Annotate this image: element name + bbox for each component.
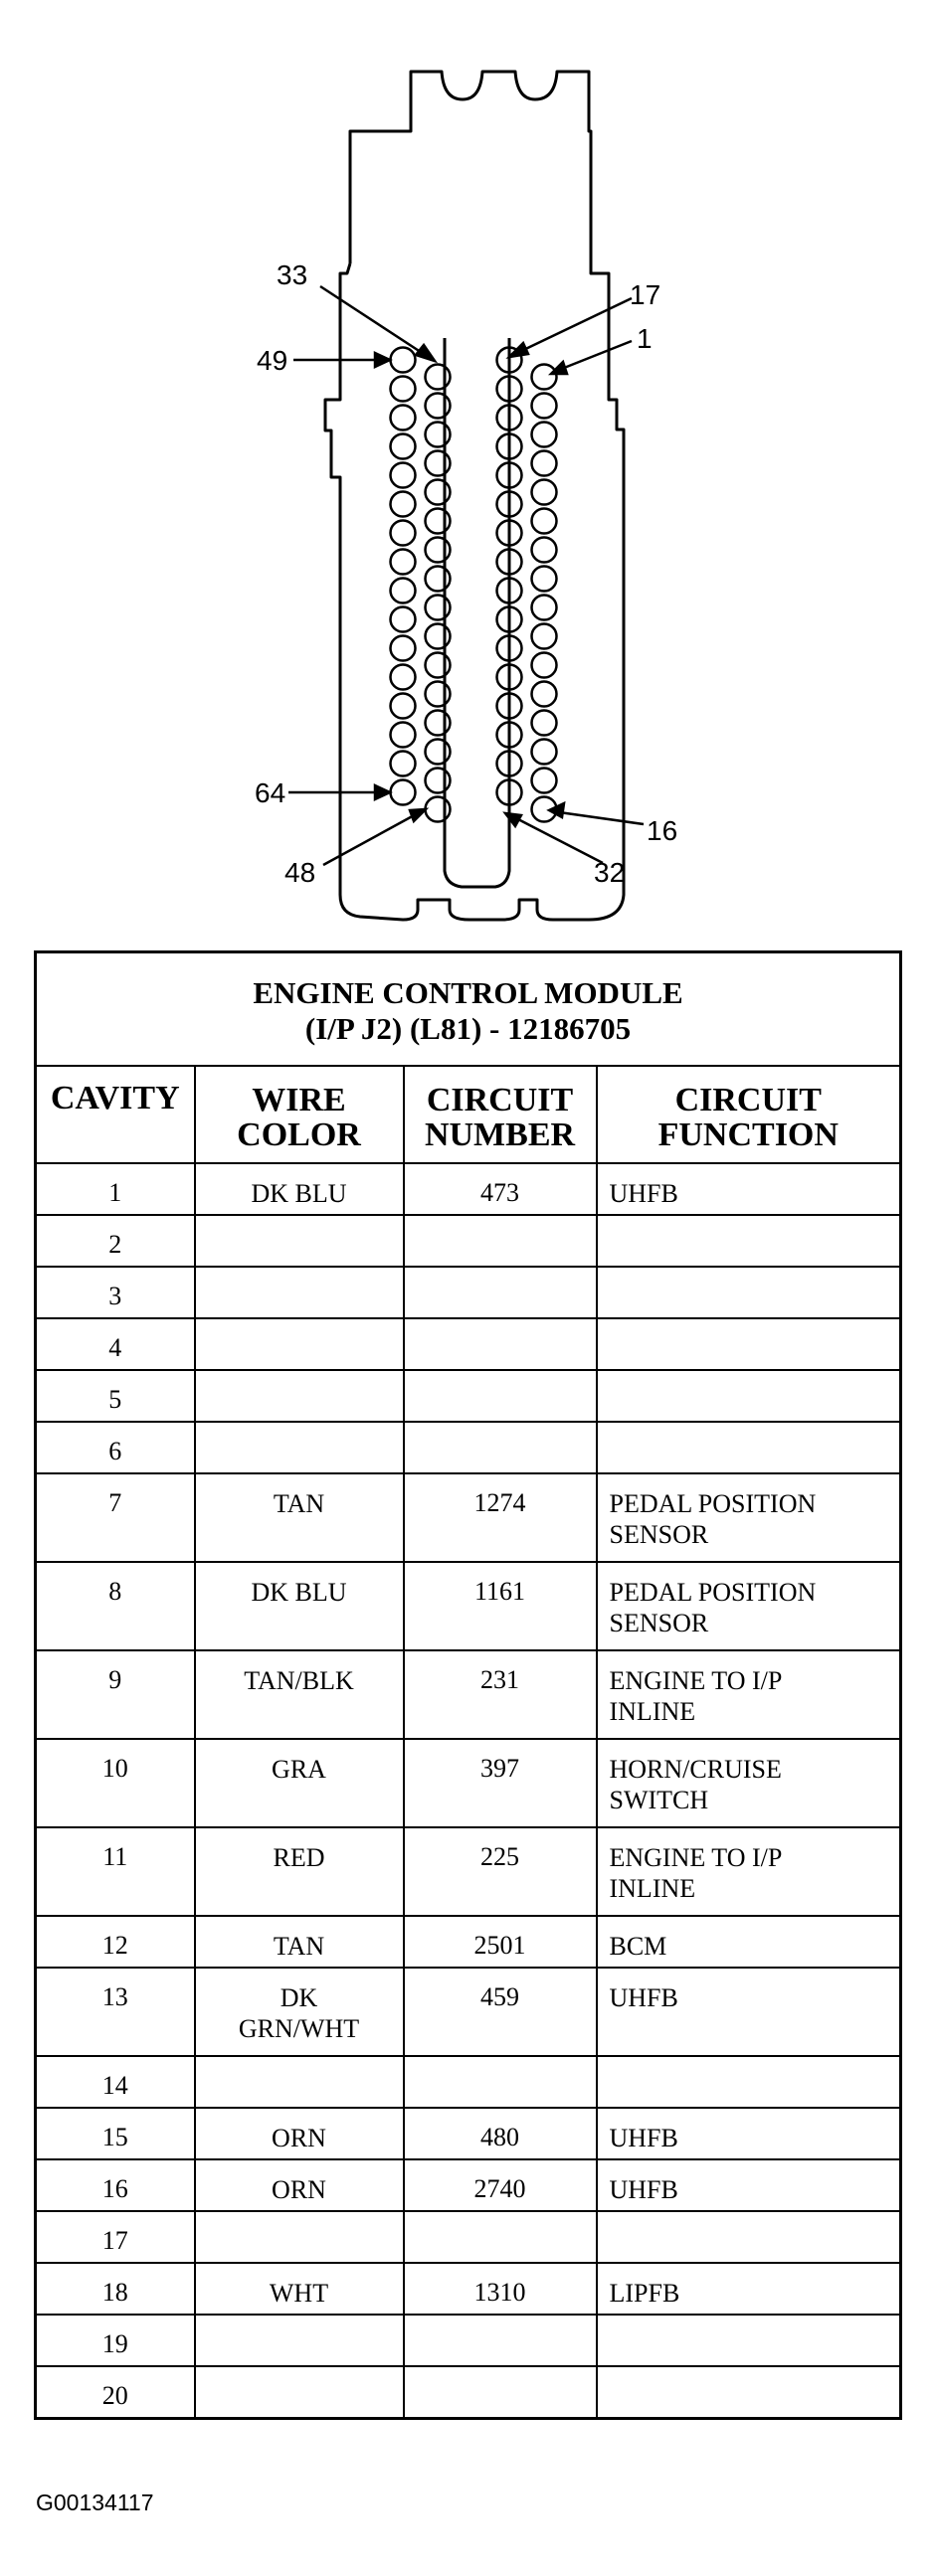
cell-wire-color-text: DK BLU bbox=[251, 1179, 347, 1208]
pin-cavity bbox=[391, 521, 416, 546]
header-circuit-number bbox=[404, 1066, 597, 1163]
cell-wire-color bbox=[195, 1473, 404, 1562]
cell-cavity bbox=[36, 2056, 195, 2108]
cell-wire-color bbox=[195, 1968, 404, 2056]
pin-cavity bbox=[426, 624, 451, 649]
cell-circuit-number bbox=[404, 1370, 597, 1422]
cell-wire-color bbox=[195, 1370, 404, 1422]
cell-circuit-function bbox=[597, 2211, 901, 2263]
cell-cavity-text: 12 bbox=[101, 1931, 128, 1960]
cell-circuit-function-text: HORN/CRUISE bbox=[609, 1755, 782, 1784]
cell-circuit-function-text: PEDAL POSITION bbox=[609, 1489, 817, 1518]
cell-circuit-function-text: UHFB bbox=[609, 1983, 678, 2012]
cell-circuit-function bbox=[597, 2108, 901, 2159]
cell-wire-color bbox=[195, 1739, 404, 1827]
table-title-line-2: (I/P J2) (L81) - 12186705 bbox=[304, 1011, 632, 1046]
cell-circuit-function-text: UHFB bbox=[609, 2175, 678, 2204]
cell-cavity bbox=[36, 1650, 195, 1739]
cell-wire-color bbox=[195, 1318, 404, 1370]
pin-cavity bbox=[391, 723, 416, 748]
table-row bbox=[36, 1215, 901, 1267]
table-row bbox=[36, 1562, 901, 1650]
cell-wire-color-text: DK bbox=[280, 1983, 318, 2012]
cell-cavity-text: 3 bbox=[108, 1282, 122, 1310]
cell-circuit-function bbox=[597, 1163, 901, 1215]
cell-circuit-function bbox=[597, 1422, 901, 1473]
header-circuit-function bbox=[597, 1066, 901, 1163]
cell-circuit-function bbox=[597, 1473, 901, 1562]
cell-circuit-function bbox=[597, 2263, 901, 2315]
cell-circuit-number-text: 473 bbox=[480, 1178, 519, 1207]
table-row bbox=[36, 2211, 901, 2263]
cell-circuit-function-text: UHFB bbox=[609, 1179, 678, 1208]
header-circuit-number-line-2: NUMBER bbox=[424, 1116, 576, 1153]
cell-wire-color bbox=[195, 2366, 404, 2418]
label-64: 64 bbox=[255, 777, 286, 808]
cell-circuit-number bbox=[404, 2108, 597, 2159]
cell-circuit-number-text: 459 bbox=[480, 1982, 519, 2011]
cell-circuit-function-text: ENGINE TO I/P bbox=[609, 1666, 783, 1695]
pin-cavity bbox=[532, 480, 557, 505]
cell-cavity-text: 11 bbox=[102, 1842, 128, 1871]
cell-circuit-number-text: 1310 bbox=[473, 2278, 526, 2307]
cell-circuit-function bbox=[597, 2056, 901, 2108]
pin-cavity bbox=[532, 567, 557, 592]
header-cavity bbox=[36, 1066, 195, 1163]
label-17: 17 bbox=[630, 279, 661, 310]
cell-circuit-number bbox=[404, 1267, 597, 1318]
cell-circuit-number bbox=[404, 1215, 597, 1267]
cell-cavity-text: 1 bbox=[108, 1178, 122, 1207]
pin-cavity bbox=[426, 451, 451, 476]
pin-cavity bbox=[391, 377, 416, 402]
cell-cavity-text: 5 bbox=[108, 1385, 122, 1414]
cell-circuit-number bbox=[404, 1422, 597, 1473]
figure-code: G00134117 bbox=[36, 2490, 154, 2515]
cell-circuit-number-text: 1274 bbox=[473, 1488, 526, 1517]
table-title bbox=[36, 952, 901, 1067]
cell-cavity-text: 4 bbox=[108, 1333, 122, 1362]
cell-circuit-function bbox=[597, 1968, 901, 2056]
cell-circuit-function bbox=[597, 1370, 901, 1422]
cell-cavity-text: 10 bbox=[101, 1754, 128, 1783]
cell-wire-color bbox=[195, 1562, 404, 1650]
cell-circuit-function bbox=[597, 1827, 901, 1916]
pin-cavity bbox=[391, 406, 416, 430]
cell-cavity bbox=[36, 1370, 195, 1422]
pin-cavity bbox=[532, 769, 557, 793]
table-row bbox=[36, 1473, 901, 1562]
cell-cavity-text: 9 bbox=[108, 1665, 122, 1694]
pin-cavity bbox=[532, 394, 557, 419]
cell-cavity-text: 19 bbox=[101, 2329, 128, 2358]
cell-circuit-number bbox=[404, 1739, 597, 1827]
pin-cavity bbox=[391, 607, 416, 632]
header-cavity-text: CAVITY bbox=[50, 1080, 180, 1116]
cell-cavity bbox=[36, 1473, 195, 1562]
cell-circuit-number-text: 480 bbox=[480, 2123, 519, 2151]
pin-cavity bbox=[426, 509, 451, 534]
cell-circuit-number bbox=[404, 2159, 597, 2211]
cell-wire-color bbox=[195, 1916, 404, 1968]
cell-circuit-function-text: SENSOR bbox=[609, 1609, 709, 1637]
pin-cavity bbox=[532, 423, 557, 447]
cell-circuit-number bbox=[404, 2366, 597, 2418]
table-row bbox=[36, 2263, 901, 2315]
cell-circuit-function bbox=[597, 1916, 901, 1968]
label-49: 49 bbox=[257, 345, 288, 376]
pin-cavity bbox=[391, 492, 416, 517]
cell-wire-color bbox=[195, 1650, 404, 1739]
pin-cavity bbox=[391, 579, 416, 603]
cell-cavity-text: 6 bbox=[108, 1437, 122, 1465]
header-wire-color bbox=[195, 1066, 404, 1163]
pinout-table bbox=[34, 950, 902, 2420]
pin-cavity bbox=[426, 769, 451, 793]
cell-wire-color bbox=[195, 1163, 404, 1215]
table-row bbox=[36, 1739, 901, 1827]
table-row bbox=[36, 1267, 901, 1318]
pin-cavity bbox=[532, 538, 557, 563]
connector-diagram bbox=[0, 0, 936, 954]
cell-circuit-function-text: ENGINE TO I/P bbox=[609, 1843, 783, 1872]
cell-wire-color-text: DK BLU bbox=[251, 1578, 347, 1607]
cell-circuit-number bbox=[404, 1562, 597, 1650]
cell-cavity-text: 15 bbox=[101, 2123, 128, 2151]
cell-wire-color-text: ORN bbox=[272, 2124, 326, 2152]
cell-cavity bbox=[36, 1318, 195, 1370]
cell-cavity bbox=[36, 1968, 195, 2056]
pin-cavity bbox=[391, 694, 416, 719]
pin-cavity bbox=[391, 636, 416, 661]
pin-cavity bbox=[532, 596, 557, 620]
cell-circuit-function bbox=[597, 1267, 901, 1318]
pin-cavity bbox=[426, 567, 451, 592]
cell-circuit-number bbox=[404, 1473, 597, 1562]
table-row bbox=[36, 1370, 901, 1422]
cell-wire-color-text: TAN bbox=[273, 1932, 325, 1961]
pin-cavity bbox=[532, 740, 557, 765]
cell-circuit-function-text: INLINE bbox=[609, 1874, 696, 1903]
callout-arrows bbox=[288, 286, 644, 865]
cell-wire-color bbox=[195, 1827, 404, 1916]
cell-cavity bbox=[36, 1916, 195, 1968]
cell-cavity-text: 13 bbox=[101, 1982, 128, 2011]
cell-wire-color bbox=[195, 2159, 404, 2211]
cell-wire-color bbox=[195, 1215, 404, 1267]
cell-cavity bbox=[36, 2211, 195, 2263]
cell-wire-color bbox=[195, 2108, 404, 2159]
cell-wire-color-text: GRN/WHT bbox=[238, 2014, 360, 2043]
label-16: 16 bbox=[647, 815, 678, 846]
cell-cavity bbox=[36, 2159, 195, 2211]
cell-circuit-function bbox=[597, 1562, 901, 1650]
pin-cavity bbox=[426, 365, 451, 390]
cell-wire-color-text: RED bbox=[273, 1843, 325, 1872]
cell-cavity-text: 8 bbox=[108, 1577, 122, 1606]
cell-cavity bbox=[36, 1267, 195, 1318]
header-wire-color-line-1: WIRE bbox=[252, 1081, 346, 1118]
pin-cavity bbox=[391, 780, 416, 805]
table-row bbox=[36, 1968, 901, 2056]
cell-wire-color bbox=[195, 1267, 404, 1318]
cell-wire-color bbox=[195, 2211, 404, 2263]
cell-circuit-function bbox=[597, 1215, 901, 1267]
pin-cavity bbox=[426, 711, 451, 736]
pin-cavities bbox=[391, 348, 557, 822]
pin-cavity bbox=[532, 624, 557, 649]
cell-circuit-function-text: SWITCH bbox=[609, 1786, 709, 1814]
cell-cavity-text: 18 bbox=[101, 2278, 128, 2307]
cell-cavity bbox=[36, 1739, 195, 1827]
header-circuit-number-line-1: CIRCUIT bbox=[426, 1081, 574, 1118]
table-row bbox=[36, 1318, 901, 1370]
pin-cavity bbox=[532, 509, 557, 534]
table-header-row bbox=[36, 1066, 901, 1163]
table-row bbox=[36, 1422, 901, 1473]
cell-circuit-number bbox=[404, 1318, 597, 1370]
cell-wire-color bbox=[195, 2056, 404, 2108]
cell-cavity bbox=[36, 1163, 195, 1215]
cell-circuit-function-text: BCM bbox=[609, 1932, 667, 1961]
cell-circuit-function bbox=[597, 1650, 901, 1739]
pin-cavity bbox=[426, 653, 451, 678]
cell-circuit-function bbox=[597, 2366, 901, 2418]
table-row bbox=[36, 1163, 901, 1215]
cell-circuit-number-text: 2740 bbox=[473, 2174, 526, 2203]
pin-cavity bbox=[532, 451, 557, 476]
cell-cavity bbox=[36, 1827, 195, 1916]
cell-wire-color-text: GRA bbox=[272, 1755, 326, 1784]
pin-cavity bbox=[532, 365, 557, 390]
cell-circuit-number-text: 397 bbox=[480, 1754, 519, 1783]
cell-wire-color bbox=[195, 2315, 404, 2366]
pin-cavity bbox=[532, 653, 557, 678]
header-wire-color-line-2: COLOR bbox=[237, 1116, 361, 1153]
cell-circuit-function-text: UHFB bbox=[609, 2124, 678, 2152]
table-row bbox=[36, 2315, 901, 2366]
cell-circuit-function-text: PEDAL POSITION bbox=[609, 1578, 817, 1607]
cell-circuit-number-text: 1161 bbox=[473, 1577, 526, 1606]
cell-cavity bbox=[36, 1422, 195, 1473]
pin-cavity bbox=[532, 711, 557, 736]
pin-cavity bbox=[426, 682, 451, 707]
table-title-row bbox=[36, 952, 901, 1067]
pin-cavity bbox=[391, 348, 416, 373]
header-circuit-function-line-1: CIRCUIT bbox=[674, 1081, 822, 1118]
pin-cavity bbox=[426, 538, 451, 563]
table-title-line-1: ENGINE CONTROL MODULE bbox=[253, 975, 683, 1010]
pin-cavity bbox=[391, 434, 416, 459]
cell-cavity-text: 7 bbox=[108, 1488, 122, 1517]
pin-cavity bbox=[391, 752, 416, 776]
cell-cavity bbox=[36, 2263, 195, 2315]
cell-cavity-text: 17 bbox=[101, 2226, 128, 2255]
cell-wire-color bbox=[195, 2263, 404, 2315]
label-48: 48 bbox=[284, 857, 316, 888]
cell-circuit-number bbox=[404, 1916, 597, 1968]
table-row bbox=[36, 2159, 901, 2211]
pin-cavity bbox=[426, 480, 451, 505]
cell-wire-color bbox=[195, 1422, 404, 1473]
pin-cavity bbox=[391, 550, 416, 575]
cell-cavity-text: 14 bbox=[101, 2071, 128, 2100]
cell-circuit-number bbox=[404, 1968, 597, 2056]
cell-circuit-number bbox=[404, 1827, 597, 1916]
cell-wire-color-text: WHT bbox=[269, 2279, 329, 2308]
table-row bbox=[36, 2108, 901, 2159]
pin-cavity bbox=[426, 423, 451, 447]
pin-cavity bbox=[426, 596, 451, 620]
cell-circuit-number bbox=[404, 2263, 597, 2315]
cell-wire-color-text: ORN bbox=[272, 2175, 326, 2204]
table-row bbox=[36, 2056, 901, 2108]
pin-cavity bbox=[426, 740, 451, 765]
pin-cavity bbox=[391, 665, 416, 690]
cell-circuit-number bbox=[404, 2056, 597, 2108]
table-row bbox=[36, 1827, 901, 1916]
cell-circuit-number bbox=[404, 2211, 597, 2263]
cell-circuit-function bbox=[597, 2315, 901, 2366]
cell-circuit-function bbox=[597, 1318, 901, 1370]
cell-circuit-number bbox=[404, 1650, 597, 1739]
cell-wire-color-text: TAN bbox=[273, 1489, 325, 1518]
cell-circuit-function bbox=[597, 2159, 901, 2211]
cell-cavity bbox=[36, 2366, 195, 2418]
cell-circuit-function-text: INLINE bbox=[609, 1697, 696, 1726]
cell-cavity bbox=[36, 2315, 195, 2366]
pin-cavity bbox=[426, 394, 451, 419]
cell-cavity bbox=[36, 1215, 195, 1267]
cell-circuit-function-text: LIPFB bbox=[609, 2279, 680, 2308]
table-row bbox=[36, 1916, 901, 1968]
cell-circuit-number bbox=[404, 2315, 597, 2366]
pin-cavity bbox=[426, 797, 451, 822]
cell-cavity bbox=[36, 2108, 195, 2159]
cell-cavity bbox=[36, 1562, 195, 1650]
cell-circuit-number-text: 231 bbox=[480, 1665, 519, 1694]
table-row bbox=[36, 1650, 901, 1739]
label-32: 32 bbox=[594, 857, 626, 888]
cell-circuit-number-text: 2501 bbox=[473, 1931, 526, 1960]
label-1: 1 bbox=[637, 323, 653, 354]
cell-circuit-function-text: SENSOR bbox=[609, 1520, 709, 1549]
cell-cavity-text: 2 bbox=[108, 1230, 122, 1259]
table-row bbox=[36, 2366, 901, 2418]
cell-circuit-number-text: 225 bbox=[480, 1842, 519, 1871]
cell-circuit-number bbox=[404, 1163, 597, 1215]
cell-circuit-function bbox=[597, 1739, 901, 1827]
pin-cavity bbox=[391, 463, 416, 488]
cell-cavity-text: 20 bbox=[101, 2381, 128, 2410]
header-circuit-function-line-2: FUNCTION bbox=[657, 1116, 839, 1153]
pin-cavity bbox=[532, 682, 557, 707]
cell-cavity-text: 16 bbox=[101, 2174, 128, 2203]
label-33: 33 bbox=[277, 259, 308, 290]
cell-wire-color-text: TAN/BLK bbox=[244, 1666, 354, 1695]
